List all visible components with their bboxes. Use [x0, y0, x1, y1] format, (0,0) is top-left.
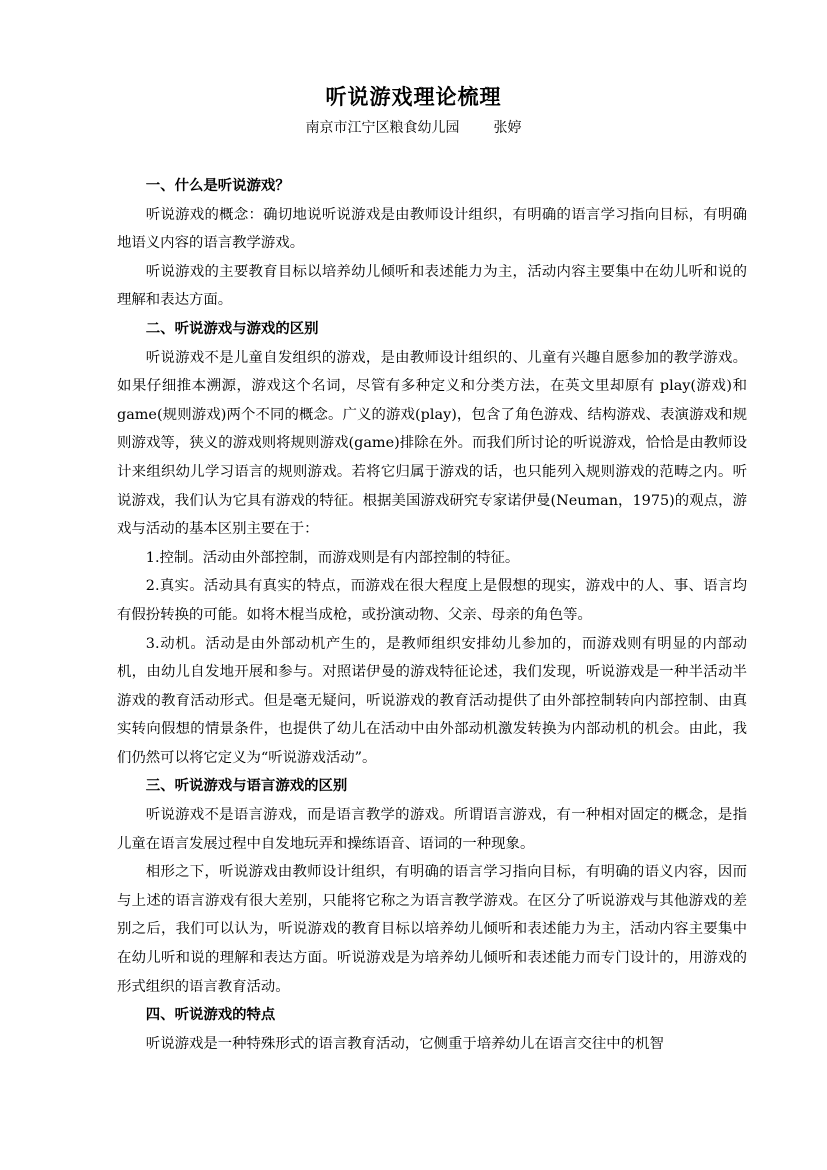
section-heading-3: 三、听说游戏与语言游戏的区别 — [145, 777, 348, 795]
section-heading-2: 二、听说游戏与游戏的区别 — [145, 319, 319, 337]
byline — [0, 117, 827, 139]
section-heading-1: 一、什么是听说游戏？ — [145, 177, 290, 194]
document-body — [117, 172, 747, 1058]
list-item: 1.控制。活动由外部控制，而游戏则是有内部控制的特征。 — [145, 549, 520, 566]
paragraph: 相形之下，听说游戏由教师设计组织，有明确的语言学习指向目标，有明确的语义内容，因而与上述的语言游戏有很大差别，只能将它称之为语言教学游戏。在区分了听说游戏与其他游戏的差别之后，我们可以认为，听说游戏的教育目标以培养幼儿倾听和表述能力为主，活动内容主要集中在幼儿听和说的理解和表达方面。听说游戏是为培养幼儿倾听和表述能力而专门设计的，用游戏的形式组织的语言教育活动。 — [117, 864, 747, 995]
paragraph: 听说游戏不是儿童自发组织的游戏，是由教师设计组织的、儿童有兴趣自愿参加的教学游戏。如果仔细推本溯源，游戏这个名词，尽管有多种定义和分类方法，在英文里却原有 play(游戏)和 game(规则游戏)两个不同的概念。广义的游戏(play)，包含了角色游戏、结构游戏、表演游戏和规则游戏等，狭义的游戏则将规则游戏(game)排除在外。而我们所讨论的听说游戏，恰恰是由教师设计来组织幼儿学习语言的规则游戏。若将它归属于游戏的话，也只能列入规则游戏的范畴之内。听说游戏，我们认为它具有游戏的特征。根据美国游戏研究专家诺伊曼(Neuman，1975)的观点，游戏与活动的基本区别主要在于： — [117, 349, 747, 538]
section-heading-4: 四、听说游戏的特点 — [145, 1006, 276, 1024]
paragraph: 听说游戏的概念：确切地说听说游戏是由教师设计组织，有明确的语言学习指向目标，有明确地语义内容的语言教学游戏。 — [117, 206, 747, 252]
paragraph: 听说游戏不是语言游戏，而是语言教学的游戏。所谓语言游戏，有一种相对固定的概念，是指儿童在语言发展过程中自发地玩弄和操练语音、语词的一种现象。 — [117, 807, 747, 852]
affiliation: 南京市江宁区粮食幼儿园 — [305, 120, 460, 136]
paragraph: 听说游戏的主要教育目标以培养幼儿倾听和表述能力为主，活动内容主要集中在幼儿听和说的理解和表达方面。 — [117, 263, 747, 309]
list-item: 2.真实。活动具有真实的特点，而游戏在很大程度上是假想的现实，游戏中的人、事、语言均有假扮转换的可能。如将木棍当成枪，或扮演动物、父亲、母亲的角色等。 — [117, 578, 747, 623]
document-title: 听说游戏理论梳理 — [325, 84, 502, 109]
paragraph: 听说游戏是一种特殊形式的语言教育活动，它侧重于培养幼儿在语言交往中的机智 — [145, 1035, 664, 1052]
list-item: 3.动机。活动是由外部动机产生的，是教师组织安排幼儿参加的，而游戏则有明显的内部动机，由幼儿自发地开展和参与。对照诺伊曼的游戏特征论述，我们发现，听说游戏是一种半活动半游戏的教育活动形式。但是毫无疑问，听说游戏的教育活动提供了由外部控制转向内部控制、由真实转向假想的情景条件，也提供了幼儿在活动中由外部动机激发转换为内部动机的机会。由此，我们仍然可以将它定义为“听说游戏活动”。 — [117, 635, 747, 766]
author: 张婷 — [493, 120, 522, 136]
